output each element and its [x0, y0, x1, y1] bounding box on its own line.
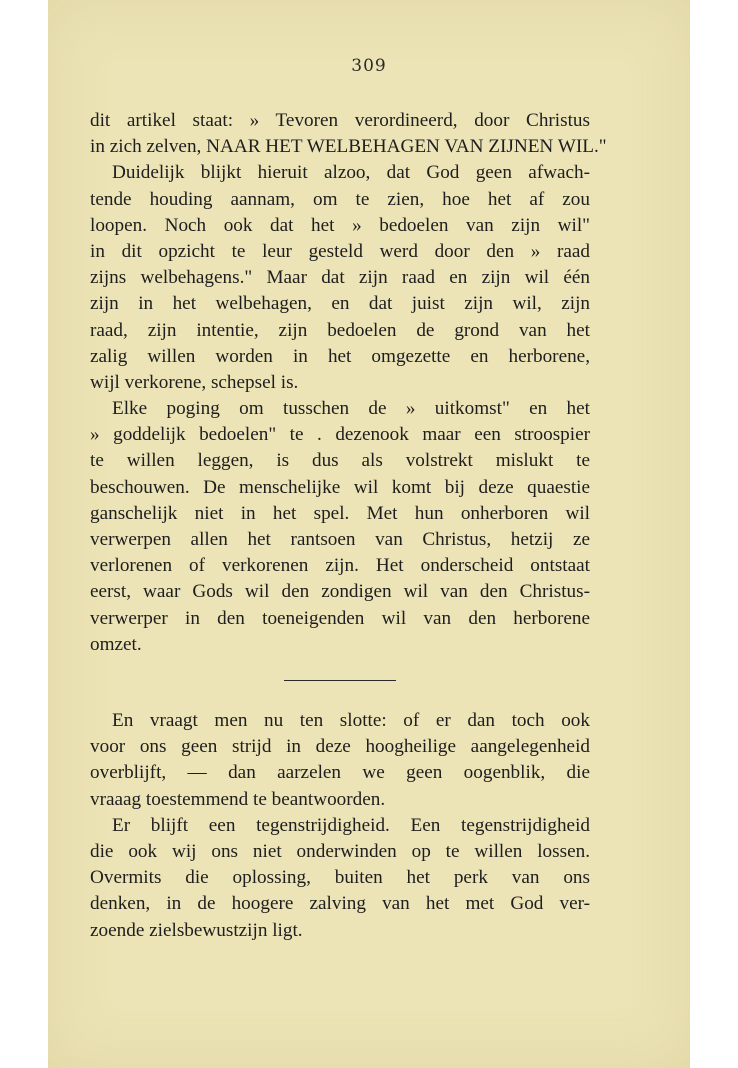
text-line: voor ons geen strijd in deze hoogheilige aangelegenheid [90, 736, 590, 758]
text-line: zalig willen worden in het omgezette en herborene, [90, 345, 590, 367]
text-line: zijn in het welbehagen, en dat juist zijn wil, zijn [90, 293, 590, 315]
text-line: in dit opzicht te leur gesteld werd door den » raad [90, 240, 590, 262]
text-line: Elke poging om tusschen de » uitkomst" en het [112, 398, 590, 420]
text-line: ganschelijk niet in het spel. Met hun onherboren wil [90, 502, 590, 524]
text-line: overblijft, — dan aarzelen we geen oogenblik, die [90, 762, 590, 784]
text-line: verwerpen allen het rantsoen van Christus, hetzij ze [90, 529, 590, 550]
text-line: » goddelijk bedoelen" te . dezenook maar een stroospier [90, 424, 590, 446]
section-divider [284, 680, 396, 681]
text-line: eerst, waar Gods wil den zondigen wil van den Christus- [90, 581, 590, 603]
text-line: te willen leggen, is dus als volstrekt mislukt te [90, 450, 590, 472]
text-line: raad, zijn intentie, zijn bedoelen de grond van het [90, 319, 590, 341]
text-line: in zich zelven, NAAR HET WELBEHAGEN VAN ZIJNEN WIL." [90, 136, 607, 158]
text-line: zoende zielsbewustzijn ligt. [90, 919, 303, 941]
book-page [48, 0, 690, 1068]
text-line: loopen. Noch ook dat het » bedoelen van zijn wil" [90, 214, 590, 236]
text-line: die ook wij ons niet onderwinden op te willen lossen. [90, 840, 590, 862]
text-line: beschouwen. De menschelijke wil komt bij deze quaestie [90, 476, 590, 498]
text-line: Duidelijk blijkt hieruit alzoo, dat God geen afwach- [112, 162, 590, 184]
text-line: dit artikel staat: » Tevoren verordineerd, door Christus [90, 110, 590, 131]
page-number: 309 [351, 56, 387, 76]
text-line: wijl verkorene, schepsel is. [90, 371, 299, 393]
text-line: Overmits die oplossing, buiten het perk van ons [90, 867, 590, 889]
text-line: vraaag toestemmend te beantwoorden. [90, 788, 386, 810]
paragraph-block-1 [90, 108, 607, 658]
text-line: En vraagt men nu ten slotte: of er dan toch ook [112, 710, 590, 731]
text-line: tende houding aannam, om te zien, hoe het af zou [90, 188, 590, 210]
text-line: omzet. [90, 633, 142, 655]
text-line: verlorenen of verkorenen zijn. Het onderscheid ontstaat [90, 555, 590, 577]
text-line: Er blijft een tegenstrijdigheid. Een tegenstrijdigheid [112, 814, 590, 836]
text-line: zijns welbehagens." Maar dat zijn raad en zijn wil één [90, 267, 590, 289]
text-line: verwerper in den toeneigenden wil van den herborene [90, 607, 590, 629]
text-line: denken, in de hoogere zalving van het met God ver- [90, 893, 590, 915]
paragraph-block-2 [90, 708, 590, 944]
